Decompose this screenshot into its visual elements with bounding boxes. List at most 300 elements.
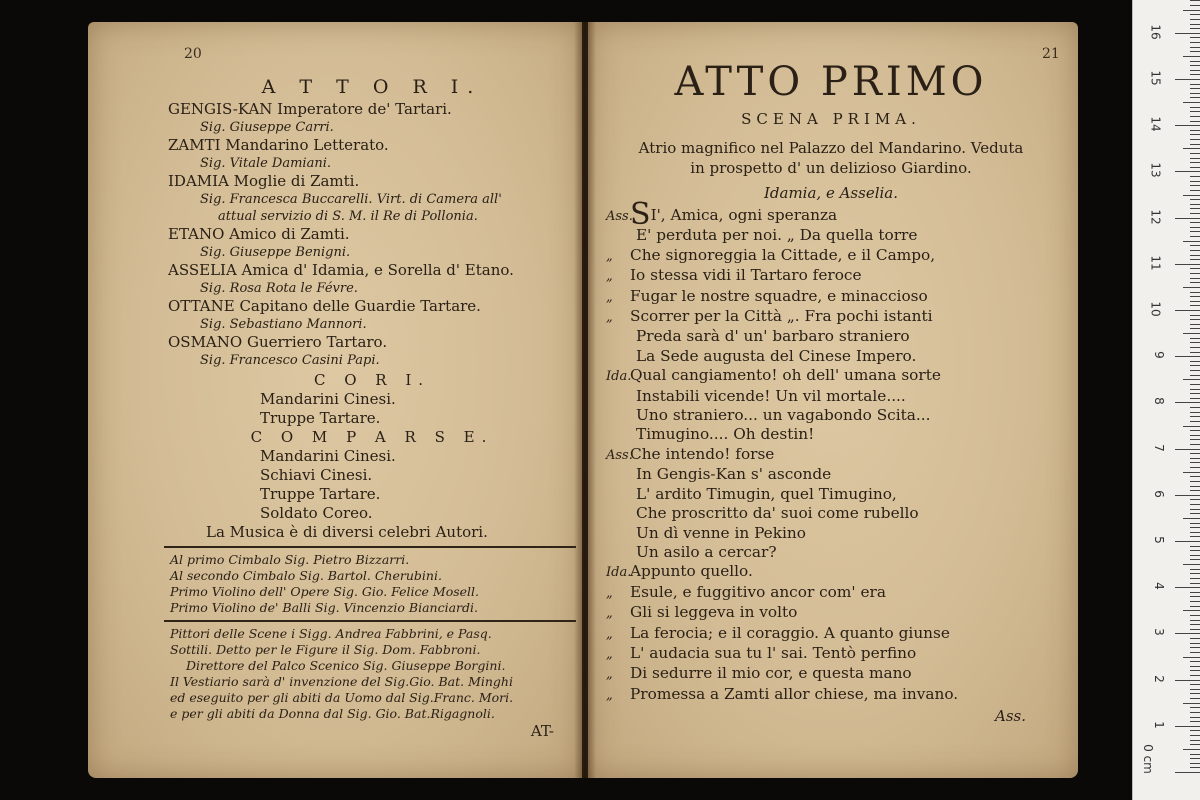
- scene-title: SCENA PRIMA.: [741, 110, 921, 128]
- verse-speaker: „: [606, 646, 613, 662]
- ruler-tick: [1190, 255, 1200, 256]
- ruler-tick: [1190, 273, 1200, 274]
- cast-role: ETANO Amico di Zamti.: [168, 225, 350, 243]
- verse-text: Che proscritto da' suoi come rubello: [636, 504, 919, 523]
- ruler-label: 16: [1148, 24, 1163, 40]
- verse-text: Instabili vicende! Un vil mortale....: [636, 386, 906, 405]
- verse-text: Che signoreggia la Cittade, e il Campo,: [630, 245, 936, 264]
- verse-speaker: „: [606, 585, 613, 601]
- ruler-tick: [1190, 467, 1200, 468]
- ruler-tick: [1183, 657, 1200, 658]
- verse-line: [606, 425, 1056, 444]
- ruler-tick: [1190, 301, 1200, 302]
- ruler-tick: [1175, 726, 1200, 727]
- verse-text: I', Amica, ogni speranza: [650, 206, 838, 224]
- orchestra-list: [170, 552, 574, 616]
- verse-text: Un dì venne in Pekino: [636, 523, 806, 542]
- ruler-tick: [1190, 213, 1200, 214]
- drop-initial: S: [630, 197, 651, 232]
- ruler-tick: [1190, 675, 1200, 676]
- ruler-tick: [1175, 587, 1200, 588]
- cast-singer: Sig. Sebastiano Mannori.: [200, 317, 367, 332]
- page-number-right: 21: [1042, 46, 1060, 62]
- cori-item: Truppe Tartare.: [260, 409, 381, 427]
- ruler-label: 15: [1148, 70, 1163, 86]
- verse-line: [606, 644, 1056, 664]
- cast-singer: attual servizio di S. M. il Re di Pollonia.: [218, 209, 478, 224]
- ruler-tick: [1183, 426, 1200, 427]
- ruler-label: 7: [1152, 443, 1167, 452]
- verse-text: Gli si leggeva in volto: [630, 603, 798, 622]
- ruler-tick: [1190, 97, 1200, 98]
- ruler-tick: [1175, 218, 1200, 219]
- ruler-tick: [1190, 370, 1200, 371]
- ruler-tick: [1190, 116, 1200, 117]
- ruler-tick: [1190, 407, 1200, 408]
- verse-speaker: „: [606, 248, 613, 264]
- ruler-tick: [1190, 278, 1200, 279]
- cori-list: [170, 390, 574, 428]
- comparse-heading: C O M P A R S E.: [250, 428, 494, 446]
- ruler-tick: [1190, 259, 1200, 260]
- verse-text: Uno straniero... un vagabondo Scita...: [636, 406, 931, 425]
- ruler-tick: [1183, 241, 1200, 242]
- verse-speaker: „: [606, 687, 613, 703]
- ruler-tick: [1190, 28, 1200, 29]
- ruler-tick: [1190, 444, 1200, 445]
- verse-line: [606, 524, 1056, 543]
- verse-line: [606, 504, 1056, 523]
- ruler-label: 1: [1152, 720, 1167, 729]
- ruler-tick: [1190, 430, 1200, 431]
- ruler-tick: [1190, 509, 1200, 510]
- ruler-tick: [1190, 476, 1200, 477]
- ruler-tick: [1190, 504, 1200, 505]
- ruler-tick: [1190, 361, 1200, 362]
- setting-line: Atrio magnifico nel Palazzo del Mandarino. Veduta: [638, 139, 1024, 157]
- ruler-tick: [1190, 453, 1200, 454]
- ruler-tick: [1190, 569, 1200, 570]
- ruler-tick: [1190, 347, 1200, 348]
- scene-setting: [606, 138, 1056, 178]
- ruler-tick: [1175, 356, 1200, 357]
- ruler-tick: [1190, 546, 1200, 547]
- ruler-tick: [1190, 93, 1200, 94]
- ruler-tick: [1190, 707, 1200, 708]
- verse-text: In Gengis-Kan s' asconde: [636, 465, 832, 484]
- ruler-tick: [1190, 268, 1200, 269]
- ruler-tick: [1175, 125, 1200, 126]
- ruler-tick: [1190, 398, 1200, 399]
- ruler-tick: [1190, 315, 1200, 316]
- ruler-tick: [1190, 0, 1200, 1]
- ruler-tick: [1183, 472, 1200, 473]
- ruler-tick: [1190, 573, 1200, 574]
- verse-line: [606, 664, 1056, 684]
- ruler-tick: [1190, 134, 1200, 135]
- verse-line: [606, 347, 1056, 366]
- ruler-tick: [1183, 195, 1200, 196]
- ruler-tick: [1175, 171, 1200, 172]
- ruler-tick: [1190, 227, 1200, 228]
- ruler-tick: [1190, 84, 1200, 85]
- ruler-tick: [1175, 310, 1200, 311]
- verse-line: [606, 603, 1056, 623]
- ruler-tick: [1190, 144, 1200, 145]
- ruler-tick: [1190, 167, 1200, 168]
- ruler-tick: [1190, 606, 1200, 607]
- verse-text: Appunto quello.: [630, 562, 753, 581]
- verse-speaker: „: [606, 269, 613, 285]
- cast-list: [170, 74, 574, 741]
- ruler-tick: [1190, 375, 1200, 376]
- ruler-tick: [1190, 583, 1200, 584]
- verse-line: [606, 366, 1056, 386]
- ruler-tick: [1183, 518, 1200, 519]
- verse-line: [606, 543, 1056, 562]
- verse-line: [606, 307, 1056, 327]
- act-title: ATTO PRIMO: [674, 59, 988, 105]
- cast-role: GENGIS-KAN Imperatore de' Tartari.: [168, 100, 452, 118]
- ruler-label: 8: [1152, 397, 1167, 406]
- ruler-label: 4: [1152, 582, 1167, 591]
- ruler-tick: [1190, 61, 1200, 62]
- ruler-tick: [1175, 680, 1200, 681]
- ruler-tick: [1190, 740, 1200, 741]
- verse-line: [606, 387, 1056, 406]
- ruler-tick: [1190, 51, 1200, 52]
- ruler-tick: [1190, 185, 1200, 186]
- ruler-tick: [1190, 88, 1200, 89]
- verse-speaker: „: [606, 606, 613, 622]
- divider: [164, 546, 576, 548]
- verse-speaker: Ida.: [606, 369, 632, 385]
- ruler-tick: [1190, 296, 1200, 297]
- ruler-tick: [1190, 615, 1200, 616]
- ruler-tick: [1190, 652, 1200, 653]
- ruler-tick: [1190, 393, 1200, 394]
- ruler-tick: [1190, 578, 1200, 579]
- credit-line: Il Vestiario sarà d' invenzione del Sig.Gio. Bat. Minghi: [170, 674, 513, 689]
- cast-singer: Sig. Vitale Damiani.: [200, 156, 331, 171]
- verse-text: L' ardito Timugin, quel Timugino,: [636, 484, 897, 503]
- ruler-tick: [1190, 24, 1200, 25]
- ruler-tick: [1183, 287, 1200, 288]
- ruler-tick: [1190, 486, 1200, 487]
- ruler-tick: [1190, 499, 1200, 500]
- open-book: [88, 14, 1088, 784]
- verse-text: Di sedurre il mio cor, e questa mano: [630, 664, 912, 683]
- ruler-tick: [1190, 490, 1200, 491]
- cast-singer: Sig. Giuseppe Benigni.: [200, 245, 351, 260]
- ruler-tick: [1190, 629, 1200, 630]
- verse-text: L' audacia sua tu l' sai. Tentò perfino: [630, 643, 917, 662]
- verse-list: [606, 197, 1056, 705]
- ruler-tick: [1190, 767, 1200, 768]
- ruler-tick: [1190, 70, 1200, 71]
- measuring-ruler: [1132, 0, 1200, 800]
- verse-text: Qual cangiamento! oh dell' umana sorte: [630, 366, 941, 385]
- ruler-tick: [1175, 449, 1200, 450]
- ruler-tick: [1190, 162, 1200, 163]
- ruler-tick: [1190, 338, 1200, 339]
- ruler-tick: [1190, 389, 1200, 390]
- ruler-tick: [1190, 319, 1200, 320]
- ruler-tick: [1190, 684, 1200, 685]
- ruler-tick: [1190, 37, 1200, 38]
- ruler-label: 2: [1152, 674, 1167, 683]
- ruler-tick: [1190, 208, 1200, 209]
- ruler-tick: [1190, 190, 1200, 191]
- ruler-tick: [1190, 222, 1200, 223]
- ruler-tick: [1190, 458, 1200, 459]
- ruler-tick: [1190, 439, 1200, 440]
- credit-line: Pittori delle Scene i Sigg. Andrea Fabbrini, e Pasq.: [170, 626, 492, 641]
- ruler-tick: [1190, 305, 1200, 306]
- orchestra-line: Primo Violino de' Balli Sig. Vincenzio Bianciardi.: [170, 600, 479, 615]
- ruler-tick: [1190, 536, 1200, 537]
- verse-text: E' perduta per noi. „ Da quella torre: [636, 226, 918, 245]
- verse-line: [606, 685, 1056, 705]
- ruler-tick: [1190, 412, 1200, 413]
- setting-line: in prospetto d' un delizioso Giardino.: [690, 159, 972, 177]
- right-page: [588, 22, 1078, 778]
- ruler-tick: [1190, 282, 1200, 283]
- ruler-label: 6: [1152, 489, 1167, 498]
- verse-line: [606, 266, 1056, 286]
- comparse-item: Mandarini Cinesi.: [260, 447, 396, 465]
- ruler-tick: [1190, 245, 1200, 246]
- ruler-tick: [1190, 698, 1200, 699]
- ruler-label: 10: [1148, 301, 1163, 317]
- verse-line: [606, 246, 1056, 266]
- ruler-tick: [1183, 102, 1200, 103]
- ruler-tick: [1190, 342, 1200, 343]
- verse-line: [606, 327, 1056, 346]
- ruler-tick: [1190, 47, 1200, 48]
- ruler-tick: [1190, 14, 1200, 15]
- ruler-tick: [1175, 264, 1200, 265]
- cast-singer: Sig. Francesca Buccarelli. Virt. di Camera all': [200, 192, 502, 207]
- ruler-tick: [1190, 5, 1200, 6]
- verse-speaker: Ass.: [606, 209, 633, 224]
- ruler-tick: [1183, 610, 1200, 611]
- ruler-tick: [1183, 56, 1200, 57]
- cast-role: OSMANO Guerriero Tartaro.: [168, 333, 388, 351]
- ruler-tick: [1183, 379, 1200, 380]
- ruler-tick: [1190, 721, 1200, 722]
- cori-heading: C O R I.: [313, 371, 431, 389]
- verse-text: Timugino.... Oh destin!: [636, 425, 815, 444]
- ruler-tick: [1190, 231, 1200, 232]
- verse-text: La ferocia; e il coraggio. A quanto giunse: [630, 623, 950, 642]
- ruler-tick: [1190, 670, 1200, 671]
- ruler-tick: [1190, 624, 1200, 625]
- cast-singer: Sig. Rosa Rota le Févre.: [200, 281, 358, 296]
- ruler-tick: [1190, 384, 1200, 385]
- ruler-tick: [1190, 744, 1200, 745]
- verse-text: Esule, e fuggitivo ancor com' era: [630, 582, 886, 601]
- verse-text: Promessa a Zamti allor chiese, ma invano.: [630, 684, 959, 703]
- catchword-right: Ass.: [995, 707, 1026, 726]
- cast-role: ZAMTI Mandarino Letterato.: [168, 136, 389, 154]
- verse-line: [606, 562, 1056, 582]
- comparse-item: Truppe Tartare.: [260, 485, 381, 503]
- ruler-tick: [1190, 65, 1200, 66]
- cori-item: Mandarini Cinesi.: [260, 390, 396, 408]
- ruler-label: 14: [1148, 116, 1163, 132]
- ruler-tick: [1190, 352, 1200, 353]
- ruler-tick: [1190, 555, 1200, 556]
- ruler-tick: [1190, 139, 1200, 140]
- ruler-tick: [1190, 735, 1200, 736]
- ruler-label: 11: [1148, 255, 1163, 271]
- ruler-tick: [1190, 111, 1200, 112]
- verse-line: [606, 624, 1056, 644]
- ruler-tick: [1190, 153, 1200, 154]
- verse-line: [606, 197, 1056, 232]
- ruler-tick: [1190, 638, 1200, 639]
- verse-text: Io stessa vidi il Tartaro feroce: [630, 266, 862, 285]
- ruler-tick: [1190, 421, 1200, 422]
- ruler-tick: [1190, 661, 1200, 662]
- verse-line: [606, 485, 1056, 504]
- ruler-tick: [1183, 10, 1200, 11]
- verse-line: [606, 406, 1056, 425]
- ruler-tick: [1190, 693, 1200, 694]
- verse-text: Scorrer per la Città „. Fra pochi istanti: [630, 307, 933, 326]
- verse-text: Fugar le nostre squadre, e minaccioso: [630, 286, 928, 305]
- ruler-label: 5: [1152, 536, 1167, 544]
- comparse-list: [170, 447, 574, 523]
- ruler-tick: [1190, 550, 1200, 551]
- cast-role: ASSELIA Amica d' Idamia, e Sorella d' Etano.: [168, 261, 514, 279]
- orchestra-line: Primo Violino dell' Opere Sig. Gio. Felice Mosell.: [170, 584, 480, 599]
- verse-line: [606, 445, 1056, 465]
- verse-text: Un asilo a cercar?: [636, 542, 777, 561]
- cast-role: OTTANE Capitano delle Guardie Tartare.: [168, 297, 481, 315]
- ruler-tick: [1175, 495, 1200, 496]
- ruler-tick: [1190, 199, 1200, 200]
- ruler-tick: [1190, 666, 1200, 667]
- ruler-tick: [1190, 42, 1200, 43]
- ruler-tick: [1190, 107, 1200, 108]
- verse-line: [606, 465, 1056, 484]
- ruler-tick: [1190, 559, 1200, 560]
- act-text: [606, 58, 1056, 726]
- page-number-left: 20: [184, 46, 202, 62]
- ruler-tick: [1190, 435, 1200, 436]
- ruler-tick: [1190, 181, 1200, 182]
- music-note: La Musica è di diversi celebri Autori.: [206, 523, 488, 541]
- ruler-tick: [1190, 689, 1200, 690]
- ruler-tick: [1183, 148, 1200, 149]
- ruler-tick: [1175, 633, 1200, 634]
- ruler-tick: [1190, 513, 1200, 514]
- ruler-tick: [1190, 523, 1200, 524]
- ruler-tick: [1183, 749, 1200, 750]
- verse-speaker: „: [606, 667, 613, 683]
- verse-line: [606, 226, 1056, 245]
- scene-characters: Idamia, e Asselia.: [763, 184, 899, 202]
- verse-speaker: Ida.: [606, 565, 632, 581]
- ruler-tick: [1190, 643, 1200, 644]
- ruler-tick: [1190, 527, 1200, 528]
- ruler-tick: [1190, 121, 1200, 122]
- verse-text: Che intendo! forse: [630, 444, 775, 463]
- credit-line: Sottili. Detto per le Figure il Sig. Dom. Fabbroni.: [170, 642, 481, 657]
- ruler-tick: [1190, 19, 1200, 20]
- ruler-tick: [1175, 402, 1200, 403]
- ruler-tick: [1190, 717, 1200, 718]
- credit-line: e per gli abiti da Donna dal Sig. Gio. Bat.Rigagnoli.: [170, 706, 495, 721]
- orchestra-line: Al primo Cimbalo Sig. Pietro Bizzarri.: [170, 552, 410, 567]
- ruler-tick: [1190, 601, 1200, 602]
- ruler-label: 0 cm: [1141, 744, 1156, 774]
- comparse-item: Schiavi Cinesi.: [260, 466, 373, 484]
- ruler-tick: [1190, 754, 1200, 755]
- ruler-tick: [1190, 592, 1200, 593]
- credits-list: [170, 626, 574, 722]
- catchword-left: AT-: [530, 722, 554, 740]
- ruler-tick: [1175, 79, 1200, 80]
- verse-speaker: Ass.: [606, 447, 633, 463]
- cast-role: IDAMIA Moglie di Zamti.: [168, 172, 360, 190]
- verse-line: [606, 287, 1056, 307]
- ruler-tick: [1190, 712, 1200, 713]
- ruler-tick: [1190, 292, 1200, 293]
- ruler-label: 12: [1148, 208, 1163, 225]
- book-gutter: [574, 22, 596, 778]
- cast-singer: Sig. Francesco Casini Papi.: [200, 353, 380, 368]
- ruler-tick: [1190, 416, 1200, 417]
- ruler-tick: [1190, 130, 1200, 131]
- comparse-item: Soldato Coreo.: [260, 504, 373, 522]
- divider: [164, 620, 576, 622]
- ruler-tick: [1190, 250, 1200, 251]
- ruler-tick: [1190, 74, 1200, 75]
- credit-line: ed eseguito per gli abiti da Uomo dal Sig.Franc. Mori.: [170, 690, 514, 705]
- cast-singer: Sig. Giuseppe Carri.: [200, 120, 334, 135]
- ruler-tick: [1190, 481, 1200, 482]
- ruler-tick: [1190, 158, 1200, 159]
- verse-text: La Sede augusta del Cinese Impero.: [636, 346, 917, 365]
- ruler-tick: [1183, 564, 1200, 565]
- ruler-label: 3: [1152, 628, 1167, 637]
- ruler-tick: [1190, 462, 1200, 463]
- credit-line: Direttore del Palco Scenico Sig. Giuseppe Borgini.: [186, 658, 506, 673]
- ruler-label: 9: [1152, 351, 1167, 360]
- ruler-tick: [1175, 772, 1200, 773]
- cast-heading: A T T O R I.: [261, 76, 483, 98]
- ruler-tick: [1190, 620, 1200, 621]
- ruler-tick: [1190, 758, 1200, 759]
- verse-line: [606, 583, 1056, 603]
- ruler-tick: [1190, 204, 1200, 205]
- ruler-tick: [1190, 532, 1200, 533]
- ruler-tick: [1190, 763, 1200, 764]
- orchestra-line: Al secondo Cimbalo Sig. Bartol. Cherubini.: [170, 568, 442, 583]
- ruler-tick: [1190, 328, 1200, 329]
- left-page: [88, 22, 582, 778]
- ruler-tick: [1190, 324, 1200, 325]
- verse-text: Preda sarà d' un' barbaro straniero: [636, 327, 910, 346]
- cast-entries: [170, 100, 574, 369]
- ruler-tick: [1183, 333, 1200, 334]
- ruler-tick: [1190, 365, 1200, 366]
- ruler-tick: [1190, 730, 1200, 731]
- ruler-label: 13: [1148, 162, 1163, 179]
